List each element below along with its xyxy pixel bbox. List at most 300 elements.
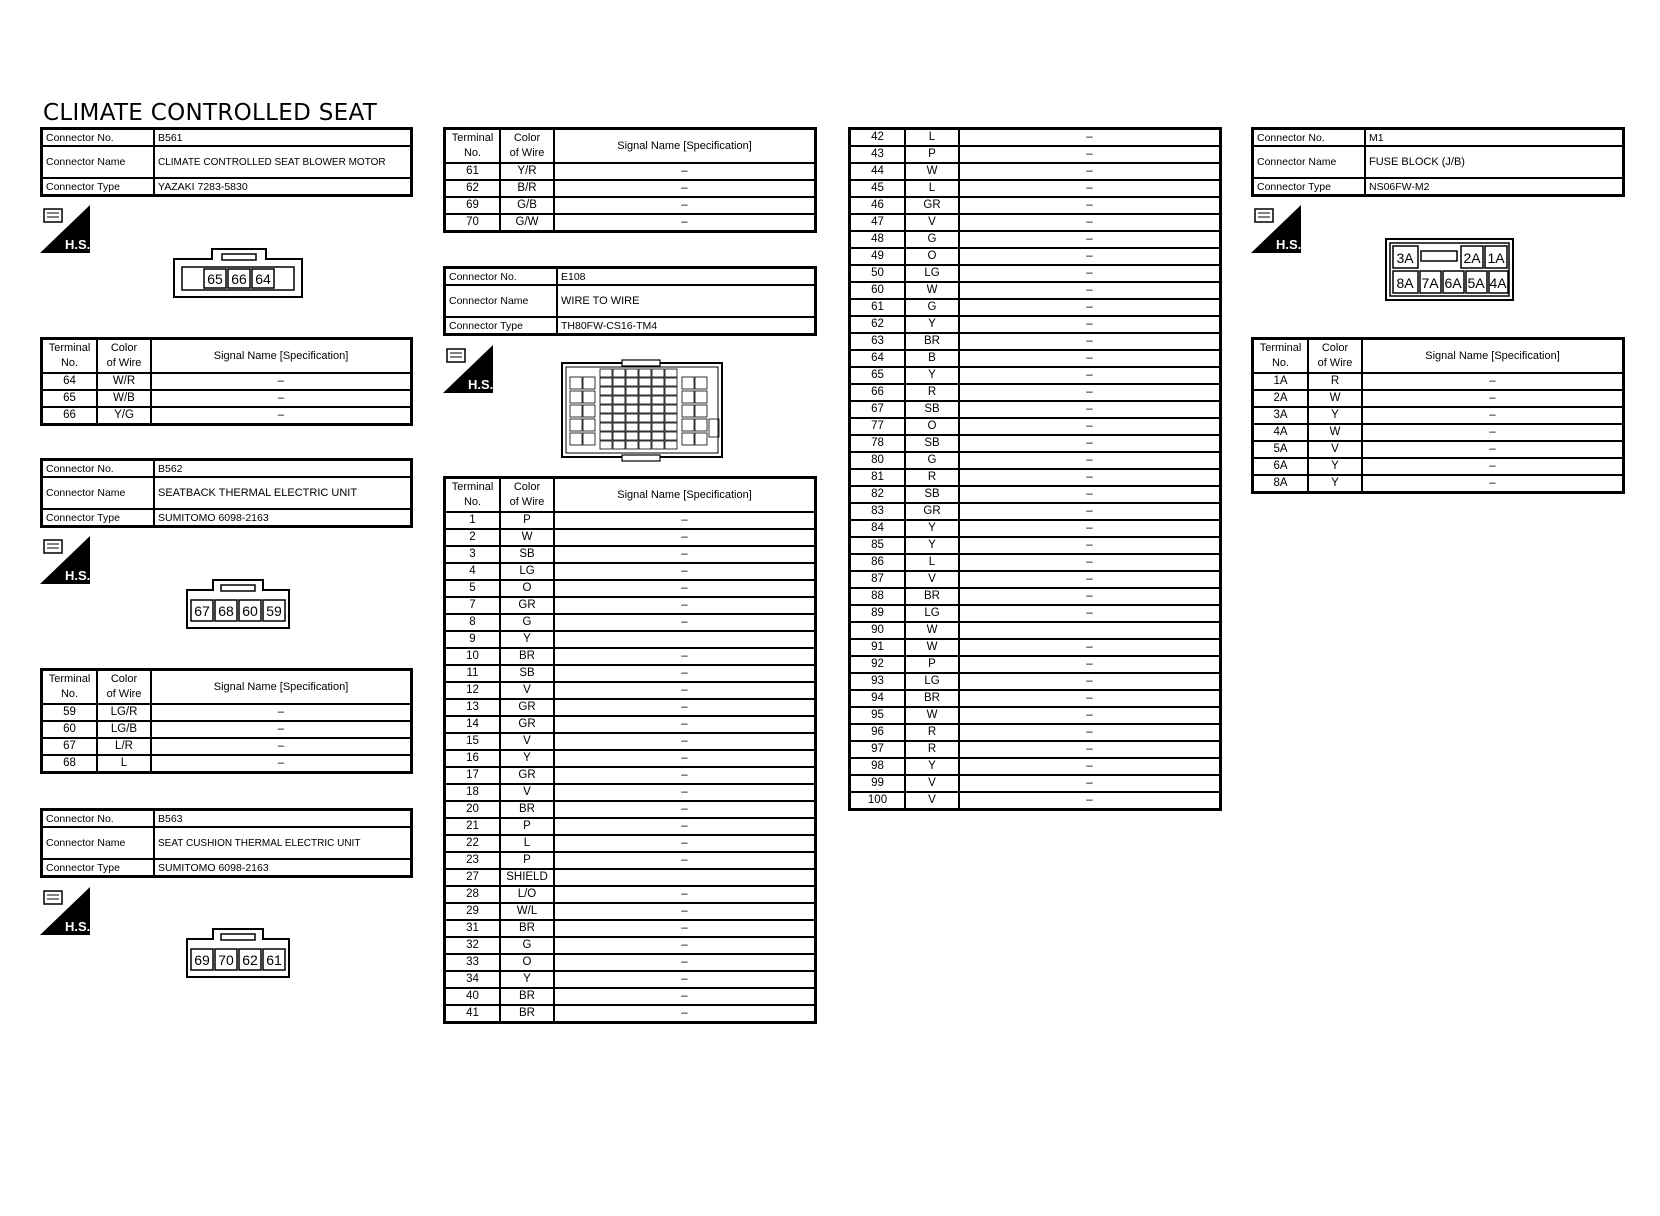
terminal-cell: 61 [850, 299, 906, 316]
signal-cell: – [959, 265, 1221, 282]
signal-cell: – [554, 903, 816, 920]
color-cell: V [905, 571, 959, 588]
signal-cell: – [959, 435, 1221, 452]
table-row [1253, 373, 1624, 390]
table-row [1253, 424, 1624, 441]
table-row [850, 520, 1221, 537]
color-cell: R [905, 384, 959, 401]
signal-cell [554, 631, 816, 648]
svg-text:67: 67 [194, 603, 210, 619]
table-row [850, 724, 1221, 741]
terminal-cell: 3A [1253, 407, 1309, 424]
table-row [850, 146, 1221, 163]
terminal-cell: 6A [1253, 458, 1309, 475]
color-cell: LG [905, 265, 959, 282]
svg-text:H.S.: H.S. [468, 377, 493, 392]
table-row: 67 L/R – [42, 738, 412, 755]
color-cell: GR [905, 503, 959, 520]
terminal-cell: 64 [850, 350, 906, 367]
color-cell: R [1308, 373, 1362, 390]
table-row [850, 265, 1221, 282]
signal-cell: – [959, 605, 1221, 622]
color-cell: G [500, 614, 554, 631]
table-row [850, 214, 1221, 231]
signal-cell: – [959, 248, 1221, 265]
terminal-cell: 88 [850, 588, 906, 605]
signal-cell: – [959, 180, 1221, 197]
svg-text:70: 70 [218, 952, 234, 968]
color-cell: L [500, 835, 554, 852]
value: CLIMATE CONTROLLED SEAT BLOWER MOTOR [154, 146, 412, 178]
color-cell: O [500, 580, 554, 597]
signal-cell: – [554, 580, 816, 597]
signal-cell: – [554, 733, 816, 750]
table-row [1253, 407, 1624, 424]
connector-e108-info: Connector No. E108 Connector Name WIRE TO WIRE Connector Type TH80FW-CS16-TM4 [443, 266, 817, 336]
table-row [850, 656, 1221, 673]
table-row [850, 741, 1221, 758]
signal-cell: – [1362, 475, 1624, 493]
table-row [850, 673, 1221, 690]
table-row [445, 699, 816, 716]
table-row: 69 G/B – [445, 197, 816, 214]
color-cell: GR [500, 597, 554, 614]
signal-cell: – [554, 818, 816, 835]
table-row [850, 605, 1221, 622]
color-cell: Y [905, 316, 959, 333]
terminal-cell: 60 [850, 282, 906, 299]
svg-text:62: 62 [242, 952, 258, 968]
terminal-cell: 41 [445, 1005, 501, 1023]
color-cell: W [1308, 390, 1362, 407]
color-cell: BR [500, 801, 554, 818]
label: Connector No. [42, 129, 155, 147]
svg-text:6A: 6A [1444, 275, 1462, 291]
table-row [445, 903, 816, 920]
signal-cell: – [1362, 424, 1624, 441]
color-cell: Y [1308, 407, 1362, 424]
color-cell: O [500, 954, 554, 971]
svg-text:68: 68 [218, 603, 234, 619]
terminal-cell: 98 [850, 758, 906, 775]
color-cell: G [905, 231, 959, 248]
signal-cell: – [959, 333, 1221, 350]
table-row [445, 937, 816, 954]
color-cell: GR [500, 716, 554, 733]
signal-cell: – [959, 724, 1221, 741]
table-row: 60 LG/B – [42, 721, 412, 738]
connector-m1-face [1384, 237, 1516, 303]
signal-cell: – [554, 546, 816, 563]
terminal-cell: 28 [445, 886, 501, 903]
table-row [850, 197, 1221, 214]
harness-side-icon [40, 887, 90, 935]
signal-cell: – [959, 690, 1221, 707]
terminal-cell: 94 [850, 690, 906, 707]
table-row [445, 988, 816, 1005]
signal-cell: – [959, 316, 1221, 333]
color-cell: V [905, 214, 959, 231]
terminal-cell: 96 [850, 724, 906, 741]
connector-m1-terminals: Terminal No. Color of Wire Signal Name [Specification] 1A R – 2A W – 3A Y – 4A W – 5A V – 6A Y – 8A Y – [1251, 337, 1625, 494]
terminal-cell: 16 [445, 750, 501, 767]
terminal-cell: 10 [445, 648, 501, 665]
signal-cell: – [554, 529, 816, 546]
terminal-cell: 1 [445, 512, 501, 529]
terminal-cell: 32 [445, 937, 501, 954]
table-row: 59 LG/R – [42, 704, 412, 721]
signal-cell: – [959, 231, 1221, 248]
color-cell: P [905, 146, 959, 163]
svg-text:7A: 7A [1421, 275, 1439, 291]
table-row [850, 588, 1221, 605]
value: YAZAKI 7283-5830 [154, 178, 412, 196]
signal-cell: – [959, 418, 1221, 435]
color-cell: Y [500, 631, 554, 648]
table-row [445, 682, 816, 699]
svg-text:4A: 4A [1489, 275, 1507, 291]
table-row: 62 B/R – [445, 180, 816, 197]
connector-b563-info: Connector No. B563 Connector Name SEAT CUSHION THERMAL ELECTRIC UNIT Connector Type SUMITOMO 6098-2163 [40, 808, 413, 878]
color-cell: LG [905, 605, 959, 622]
svg-text:3A: 3A [1396, 250, 1414, 266]
color-cell: V [905, 775, 959, 792]
table-row [850, 163, 1221, 180]
signal-cell: – [959, 520, 1221, 537]
connector-e108-terminals: Terminal No. Color of Wire Signal Name [Specification] 1 P – 2 W – 3 SB – 4 LG – 5 O – 7 GR – 8 G – 9 Y 10 BR – 11 SB – 12 V – 13 GR – 14 GR – 15 V – 16 Y – 17 GR – 18 V – 20 BR – 21 P – 22 L – 23 P – 27 SHIELD 28 L/O – 29 W/L – 31 BR – 32 G – 33 O – 34 Y – 40 BR – 41 BR – [443, 476, 817, 1024]
color-cell: G [905, 452, 959, 469]
color-cell: W [905, 622, 959, 639]
color-cell: SB [905, 401, 959, 418]
signal-cell: – [959, 469, 1221, 486]
color-cell: SB [500, 546, 554, 563]
signal-cell: – [959, 384, 1221, 401]
terminal-cell: 86 [850, 554, 906, 571]
table-row [850, 690, 1221, 707]
connector-b562-terminals: Terminal No. Color of Wire Signal Name [Specification] 59 LG/R – 60 LG/B – 67 L/R – 68 L – [40, 668, 413, 774]
signal-cell: – [1362, 407, 1624, 424]
table-row [850, 350, 1221, 367]
color-cell: W [905, 163, 959, 180]
terminal-cell: 49 [850, 248, 906, 265]
table-row [850, 384, 1221, 401]
signal-cell: – [959, 282, 1221, 299]
color-cell: V [500, 784, 554, 801]
color-cell: LG [905, 673, 959, 690]
header-color: Color of Wire [97, 339, 151, 374]
terminal-cell: 27 [445, 869, 501, 886]
connector-e108-terminals-continued [848, 127, 1222, 811]
signal-cell: – [959, 486, 1221, 503]
signal-cell: – [959, 758, 1221, 775]
terminal-cell: 42 [850, 129, 906, 147]
signal-cell: – [554, 614, 816, 631]
table-row [850, 775, 1221, 792]
color-cell: R [905, 741, 959, 758]
table-row [850, 554, 1221, 571]
color-cell: B [905, 350, 959, 367]
svg-text:59: 59 [266, 603, 282, 619]
color-cell: W [905, 639, 959, 656]
table-row [445, 665, 816, 682]
terminal-cell: 22 [445, 835, 501, 852]
terminal-cell: 93 [850, 673, 906, 690]
color-cell: L/O [500, 886, 554, 903]
terminal-cell: 85 [850, 537, 906, 554]
signal-cell: – [554, 665, 816, 682]
table-row [850, 707, 1221, 724]
color-cell: SB [500, 665, 554, 682]
color-cell: SHIELD [500, 869, 554, 886]
pin: 64 [255, 271, 271, 287]
table-row [445, 631, 816, 648]
color-cell: P [500, 852, 554, 869]
signal-cell: – [1362, 390, 1624, 407]
table-row [850, 299, 1221, 316]
terminal-cell: 100 [850, 792, 906, 810]
table-row [850, 452, 1221, 469]
connector-e108-face [560, 359, 725, 463]
terminal-cell: 33 [445, 954, 501, 971]
connector-b561-info [40, 127, 413, 197]
signal-cell: – [959, 214, 1221, 231]
table-row [850, 758, 1221, 775]
table-row [445, 580, 816, 597]
table-row: 66 Y/G – [42, 407, 412, 425]
signal-cell: – [959, 775, 1221, 792]
header-signal: Signal Name [Specification] [151, 339, 412, 374]
terminal-cell: 21 [445, 818, 501, 835]
color-cell: W [905, 282, 959, 299]
svg-text:2A: 2A [1463, 250, 1481, 266]
svg-text:5A: 5A [1467, 275, 1485, 291]
terminal-cell: 77 [850, 418, 906, 435]
table-row: 61 Y/R – [445, 163, 816, 180]
color-cell: L [905, 129, 959, 147]
color-cell: Y [500, 750, 554, 767]
table-row [1253, 475, 1624, 493]
table-row [445, 529, 816, 546]
color-cell: G [905, 299, 959, 316]
color-cell: Y [905, 367, 959, 384]
signal-cell: – [959, 503, 1221, 520]
signal-cell: – [554, 920, 816, 937]
terminal-cell: 23 [445, 852, 501, 869]
signal-cell: – [959, 129, 1221, 147]
svg-text:69: 69 [194, 952, 210, 968]
terminal-cell: 29 [445, 903, 501, 920]
terminal-cell: 11 [445, 665, 501, 682]
signal-cell: – [554, 563, 816, 580]
color-cell: Y [1308, 475, 1362, 493]
terminal-cell: 2A [1253, 390, 1309, 407]
label: Connector Name [42, 146, 155, 178]
signal-cell: – [959, 163, 1221, 180]
terminal-cell: 17 [445, 767, 501, 784]
terminal-cell: 9 [445, 631, 501, 648]
signal-cell: – [959, 367, 1221, 384]
svg-text:1A: 1A [1487, 250, 1505, 266]
table-row [445, 869, 816, 886]
terminal-cell: 92 [850, 656, 906, 673]
signal-cell: – [959, 197, 1221, 214]
harness-side-icon [443, 345, 493, 393]
color-cell: W [500, 529, 554, 546]
color-cell: BR [905, 690, 959, 707]
table-row [445, 886, 816, 903]
color-cell: R [905, 469, 959, 486]
terminal-cell: 40 [445, 988, 501, 1005]
signal-cell: – [554, 1005, 816, 1023]
color-cell: SB [905, 435, 959, 452]
signal-cell: – [959, 401, 1221, 418]
signal-cell: – [554, 801, 816, 818]
color-cell: L [905, 554, 959, 571]
terminal-cell: 7 [445, 597, 501, 614]
table-row [445, 750, 816, 767]
connector-b563-face [185, 927, 291, 979]
table-row [850, 537, 1221, 554]
color-cell: BR [500, 648, 554, 665]
color-cell: Y [905, 537, 959, 554]
signal-cell: – [959, 350, 1221, 367]
color-cell: V [905, 792, 959, 810]
terminal-cell: 99 [850, 775, 906, 792]
signal-cell: – [959, 146, 1221, 163]
signal-cell: – [554, 716, 816, 733]
terminal-cell: 4 [445, 563, 501, 580]
table-row [445, 954, 816, 971]
terminal-cell: 83 [850, 503, 906, 520]
color-cell: BR [905, 588, 959, 605]
signal-cell: – [1362, 458, 1624, 475]
table-row: 65 W/B – [42, 390, 412, 407]
table-row [1253, 441, 1624, 458]
table-row [445, 1005, 816, 1023]
value: B561 [154, 129, 412, 147]
terminal-cell: 89 [850, 605, 906, 622]
signal-cell: – [959, 741, 1221, 758]
svg-text:H.S.: H.S. [65, 237, 90, 252]
table-row [850, 333, 1221, 350]
color-cell: Y [905, 758, 959, 775]
table-row [445, 835, 816, 852]
signal-cell: – [554, 699, 816, 716]
pin: 66 [231, 271, 247, 287]
terminal-cell: 81 [850, 469, 906, 486]
terminal-cell: 4A [1253, 424, 1309, 441]
signal-cell: – [554, 784, 816, 801]
terminal-cell: 50 [850, 265, 906, 282]
table-row: 64 W/R – [42, 373, 412, 390]
color-cell: L [905, 180, 959, 197]
color-cell: GR [905, 197, 959, 214]
signal-cell: – [959, 673, 1221, 690]
signal-cell: – [554, 597, 816, 614]
terminal-cell: 97 [850, 741, 906, 758]
table-row [445, 801, 816, 818]
connector-b562-info: Connector No. B562 Connector Name SEATBACK THERMAL ELECTRIC UNIT Connector Type SUMITOMO 6098-2163 [40, 458, 413, 528]
table-row [1253, 390, 1624, 407]
terminal-cell: 47 [850, 214, 906, 231]
color-cell: GR [500, 699, 554, 716]
table-row [850, 792, 1221, 810]
table-row [850, 622, 1221, 639]
svg-text:60: 60 [242, 603, 258, 619]
table-row [850, 248, 1221, 265]
table-row [445, 767, 816, 784]
table-row [445, 716, 816, 733]
terminal-cell: 66 [850, 384, 906, 401]
color-cell: O [905, 248, 959, 265]
signal-cell: – [554, 835, 816, 852]
connector-b563-terminals: Terminal No. Color of Wire Signal Name [Specification] 61 Y/R – 62 B/R – 69 G/B – 70 G/W – [443, 127, 817, 233]
table-row [850, 486, 1221, 503]
color-cell: BR [500, 988, 554, 1005]
terminal-cell: 5A [1253, 441, 1309, 458]
table-row [850, 231, 1221, 248]
terminal-cell: 2 [445, 529, 501, 546]
color-cell: P [905, 656, 959, 673]
signal-cell: – [959, 571, 1221, 588]
svg-text:H.S.: H.S. [65, 568, 90, 583]
color-cell: R [905, 724, 959, 741]
signal-cell: – [554, 648, 816, 665]
table-row [850, 316, 1221, 333]
terminal-cell: 91 [850, 639, 906, 656]
color-cell: V [500, 682, 554, 699]
table-row [445, 971, 816, 988]
signal-cell: – [959, 452, 1221, 469]
signal-cell: – [1362, 441, 1624, 458]
table-row [445, 733, 816, 750]
header-terminal: Terminal No. [42, 339, 98, 374]
table-row [445, 546, 816, 563]
connector-b561-face [172, 247, 306, 299]
label: Connector Type [42, 178, 155, 196]
svg-text:H.S.: H.S. [65, 919, 90, 934]
table-row [445, 852, 816, 869]
terminal-cell: 12 [445, 682, 501, 699]
color-cell: BR [905, 333, 959, 350]
terminal-cell: 84 [850, 520, 906, 537]
table-row [445, 648, 816, 665]
color-cell: Y [500, 971, 554, 988]
terminal-cell: 48 [850, 231, 906, 248]
color-cell: W/L [500, 903, 554, 920]
color-cell: G [500, 937, 554, 954]
color-cell: P [500, 512, 554, 529]
terminal-cell: 46 [850, 197, 906, 214]
color-cell: V [500, 733, 554, 750]
signal-cell: – [959, 707, 1221, 724]
terminal-cell: 14 [445, 716, 501, 733]
color-cell: LG [500, 563, 554, 580]
terminal-cell: 87 [850, 571, 906, 588]
table-row [445, 818, 816, 835]
pin: 65 [207, 271, 223, 287]
connector-m1-info: Connector No. M1 Connector Name FUSE BLOCK (J/B) Connector Type NS06FW-M2 [1251, 127, 1625, 197]
terminal-cell: 34 [445, 971, 501, 988]
signal-cell: – [959, 299, 1221, 316]
table-row [850, 129, 1221, 147]
signal-cell: – [554, 954, 816, 971]
table-row [850, 367, 1221, 384]
page-title: CLIMATE CONTROLLED SEAT [43, 100, 378, 126]
terminal-cell: 82 [850, 486, 906, 503]
signal-cell: – [959, 639, 1221, 656]
harness-side-icon [40, 205, 90, 253]
